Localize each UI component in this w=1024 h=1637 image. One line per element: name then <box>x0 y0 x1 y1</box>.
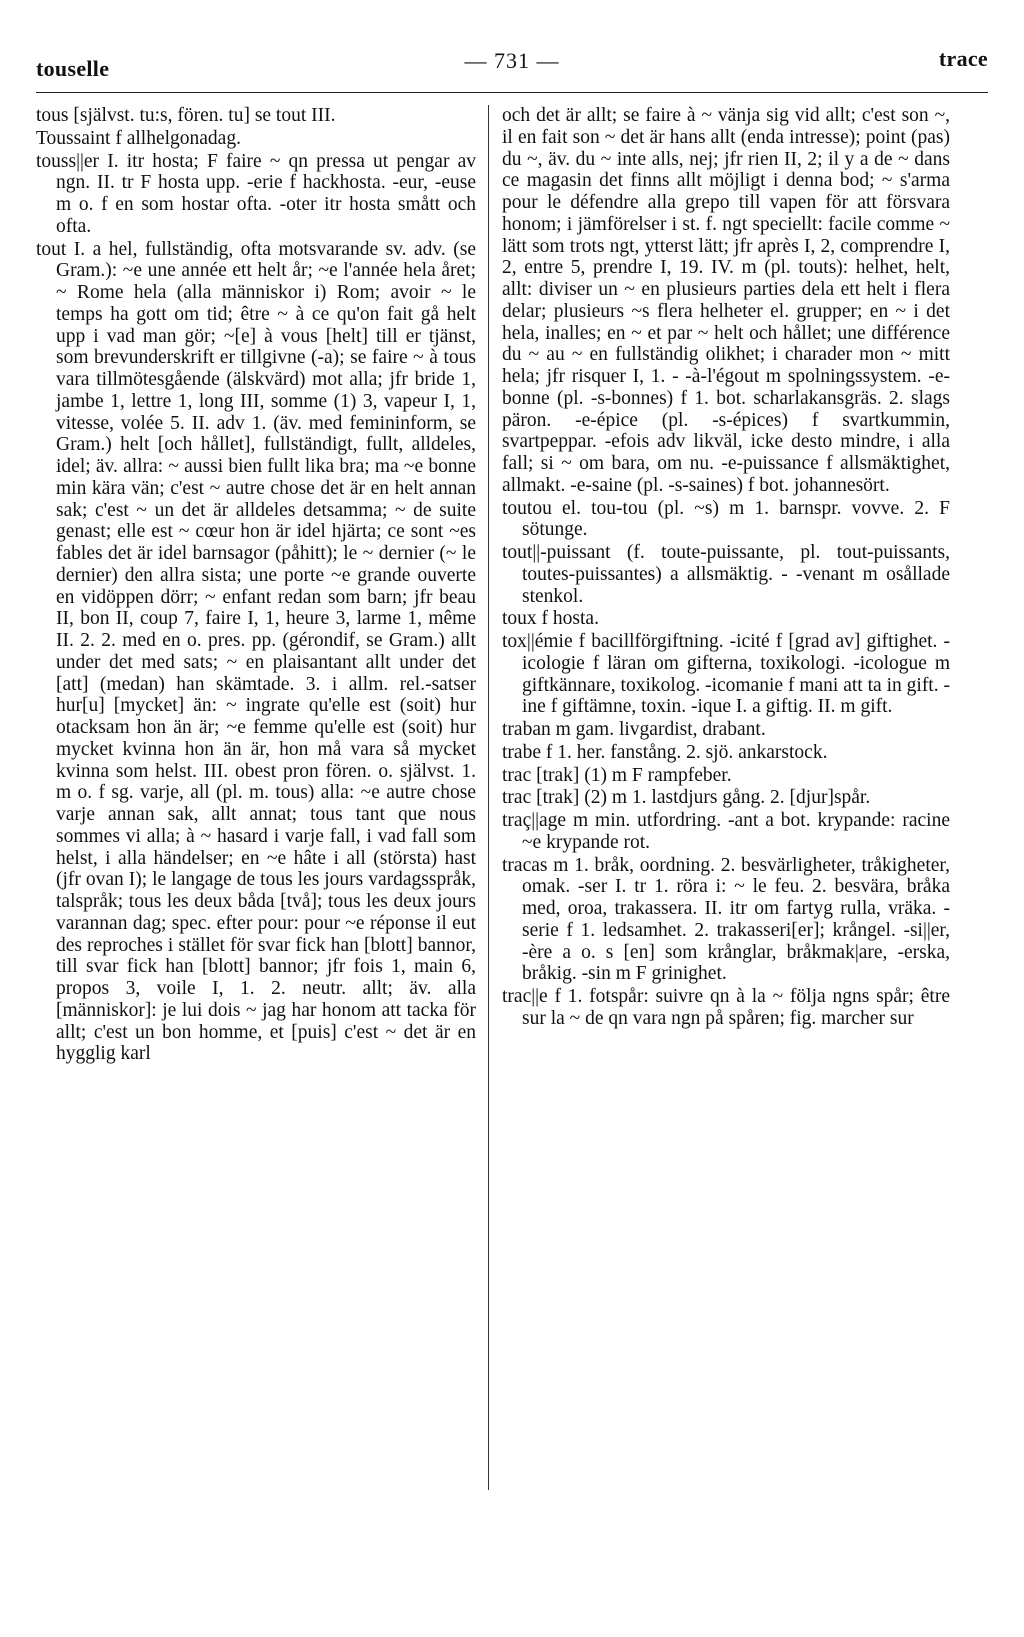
entry-trac-1: trac [trak] (1) m F rampfeber. <box>502 764 732 786</box>
entry-toussaint: Toussaint f allhelgonadag. <box>36 127 241 149</box>
entry-tous: tous [självst. tu:s, fören. tu] se tout III. <box>36 105 336 126</box>
page-header <box>36 40 988 84</box>
left-column <box>36 105 476 1066</box>
entry-traban: traban m gam. livgardist, drabant. <box>502 719 766 740</box>
entry-trac-2: trac [trak] (2) m 1. lastdjurs gång. 2. [djur]spår. <box>502 787 871 809</box>
entry-tout-puissant: tout||-puissant (f. toute-puissante, pl. tout-puissants, toutes-puissantes) a allsmäktig. - -venant m osållade stenkol. <box>502 542 950 607</box>
header-rule <box>36 92 988 93</box>
entry-tout-continued: och det är allt; se faire à ~ vänja sig vid allt; c'est son ~, il en fait son ~ det är hans allt (enda intresse); point (pas) du ~, äv. du ~ inte alls, nej; jfr rien II, 2; il y a de ~ dans ce magasin det finns allt möjligt i denna bod; ~ s'arma pour le défendre alla grepo till vapen för att försvara honom; i jämförelser i st. f. ngt speciellt: facile comme ~ lätt som trots ngt, ytterst lätt; jfr après I, 2, comprendre I, 2, entre 5, prendre I, 19. IV. m (pl. touts): helhet, helt, allt: diviser un ~ en plusieurs parties dela ett helt i flera delar; plusieurs ~s flera helheter el. grupper; en ~ i det hela, inalles; en ~ et par ~ helt och hållet; une différence du ~ au ~ en fullständig olikhet; i charader mon ~ mitt hela; jfr risquer I, 1. - -à-l'égout m spolningssystem. -e-bonne (pl. -s-bonnes) f 1. bot. scharlakansgräs. 2. slags päron. -e-épice (pl. -s-épices) f svartkummin, svartpeppar. -efois adv likväl, icke desto mindre, i alla fall; si ~ om bara, om nu. -e-puissance f allsmäktighet, allmakt. -e-saine (pl. -s-saines) f bot. johannesört. <box>502 105 950 496</box>
left-guideword: touselle <box>36 56 110 81</box>
entry-toutou: toutou el. tou-tou (pl. ~s) m 1. barnspr. vovve. 2. F sötunge. <box>502 497 950 541</box>
entry-toxemie: tox||émie f bacillförgiftning. -icité f [grad av] giftighet. -icologie f läran om gifterna, toxikologi. -icologue m giftkännare, toxikolog. -icomanie f mani att ta in gift. -ine f giftämne, toxin. -ique I. a giftig. II. m gift. <box>502 631 950 718</box>
column-divider <box>488 105 489 1490</box>
entry-toux: toux f hosta. <box>502 608 599 630</box>
right-guideword: trace <box>938 46 988 71</box>
entry-tousser: touss||er I. itr hosta; F faire ~ qn pressa ut pengar av ngn. II. tr F hosta upp. -erie f hackhosta. -eur, -euse m o. f en som hostar ofta. -oter itr hosta smått och ofta. <box>36 150 476 237</box>
page-number: — 731 — <box>464 48 560 73</box>
entry-trace: trac||e f 1. fotspår: suivre qn à la ~ följa ngns spår; être sur la ~ de qn vara ngn på spåren; fig. marcher sur <box>502 986 950 1029</box>
right-column <box>502 105 950 1031</box>
entry-tracas: tracas m 1. bråk, oordning. 2. besvärligheter, tråkigheter, omak. -ser I. tr 1. röra i: ~ le feu. 2. besvära, bråka med, oroa, trakassera. II. itr om fartyg rulla, vräka. -serie f 1. ledsamhet. 2. trakasseri[er]; krångel. -si||er, -ère a o. s [en] som krånglar, bråkmak|are, -erska, bråkig. -sin m F grinighet. <box>502 854 950 985</box>
entry-trabe: trabe f 1. her. fanstång. 2. sjö. ankarstock. <box>502 741 828 763</box>
entry-tracage: traç||age m min. utfordring. -ant a bot. krypande: racine ~e krypande rot. <box>502 810 950 853</box>
entry-tout: tout I. a hel, fullständig, ofta motsvarande sv. adv. (se Gram.): ~e une année ett helt år; ~e l'année hela året; ~ Rome hela (alla människor i) Rom; avoir ~ le temps ha gott om tid; être ~ à ce qu'on fait gå helt upp i vad man gör; ~[e] à vous [helt] till er tjänst, som brevunderskrift er tillgivne (-a); se faire ~ à tous vara tillmötesgående (älskvärd) mot alla; jfr bride 1, jambe 1, lettre 1, long III, somme (1) 3, vapeur I, 1, vitesse, volée 5. II. adv 1. (äv. med femininform, se Gram.) helt [och hållet], fullständigt, fullt, alldeles, idel; äv. allra: ~ aussi bien fullt lika bra; ma ~e bonne min kära vän; c'est ~ autre chose det är en helt annan sak; c'est ~ un det är alldeles detsamma; ~ de suite genast; elle est ~ cœur hon är idel hjärta; ce sont ~es fables det är idel barnsagor (påhitt); le ~ dernier (~ le dernier) den allra sista; une porte ~e grande ouverte en vidöppen dörr; ~ enfant redan som barn; jfr beau II, bon II, coup 7, faire I, 1, heure 3, larme 1, même II. 2. 2. med en o. pres. pp. (gérondif, se Gram.) allt under det med sats; ~ en plaisantant allt under det [att] (medan) han skämtade. 3. i allm. rel.-satser hur[u] [mycket] än: ~ ingrate qu'elle est (soit) hur otacksam hon än är; ~e femme qu'elle est (soit) hur mycket kvinna hon än är, hon må vara så mycket kvinna som helst. III. obest pron fören. o. självst. 1. m o. f sg. varje, all (pl. m. tous) alla: ~e autre chose varje annan sak, allt annat; tous tant que nous sommes vi alla; à ~ hasard i varje fall, i vad fall som helst, i alla händelser; en ~e hâte i all (största) hast (jfr ovan I); le langage de tous les jours vardagsspråk, talspråk; tous les deux båda [två]; tous les deux jours varannan dag; spec. efter pour: pour ~e réponse il eut des reproches i stället för svar fick han [blott] bannor, till svar fick han [blott] bannor; jfr fois 1, main 6, propos 3, voile I, 1. 2. neutr. allt; äv. alla [människor]: je lui dois ~ jag har honom att tacka för allt; c'est un bon homme, et [puis] c'est ~ det är en hygglig karl <box>36 238 476 1065</box>
